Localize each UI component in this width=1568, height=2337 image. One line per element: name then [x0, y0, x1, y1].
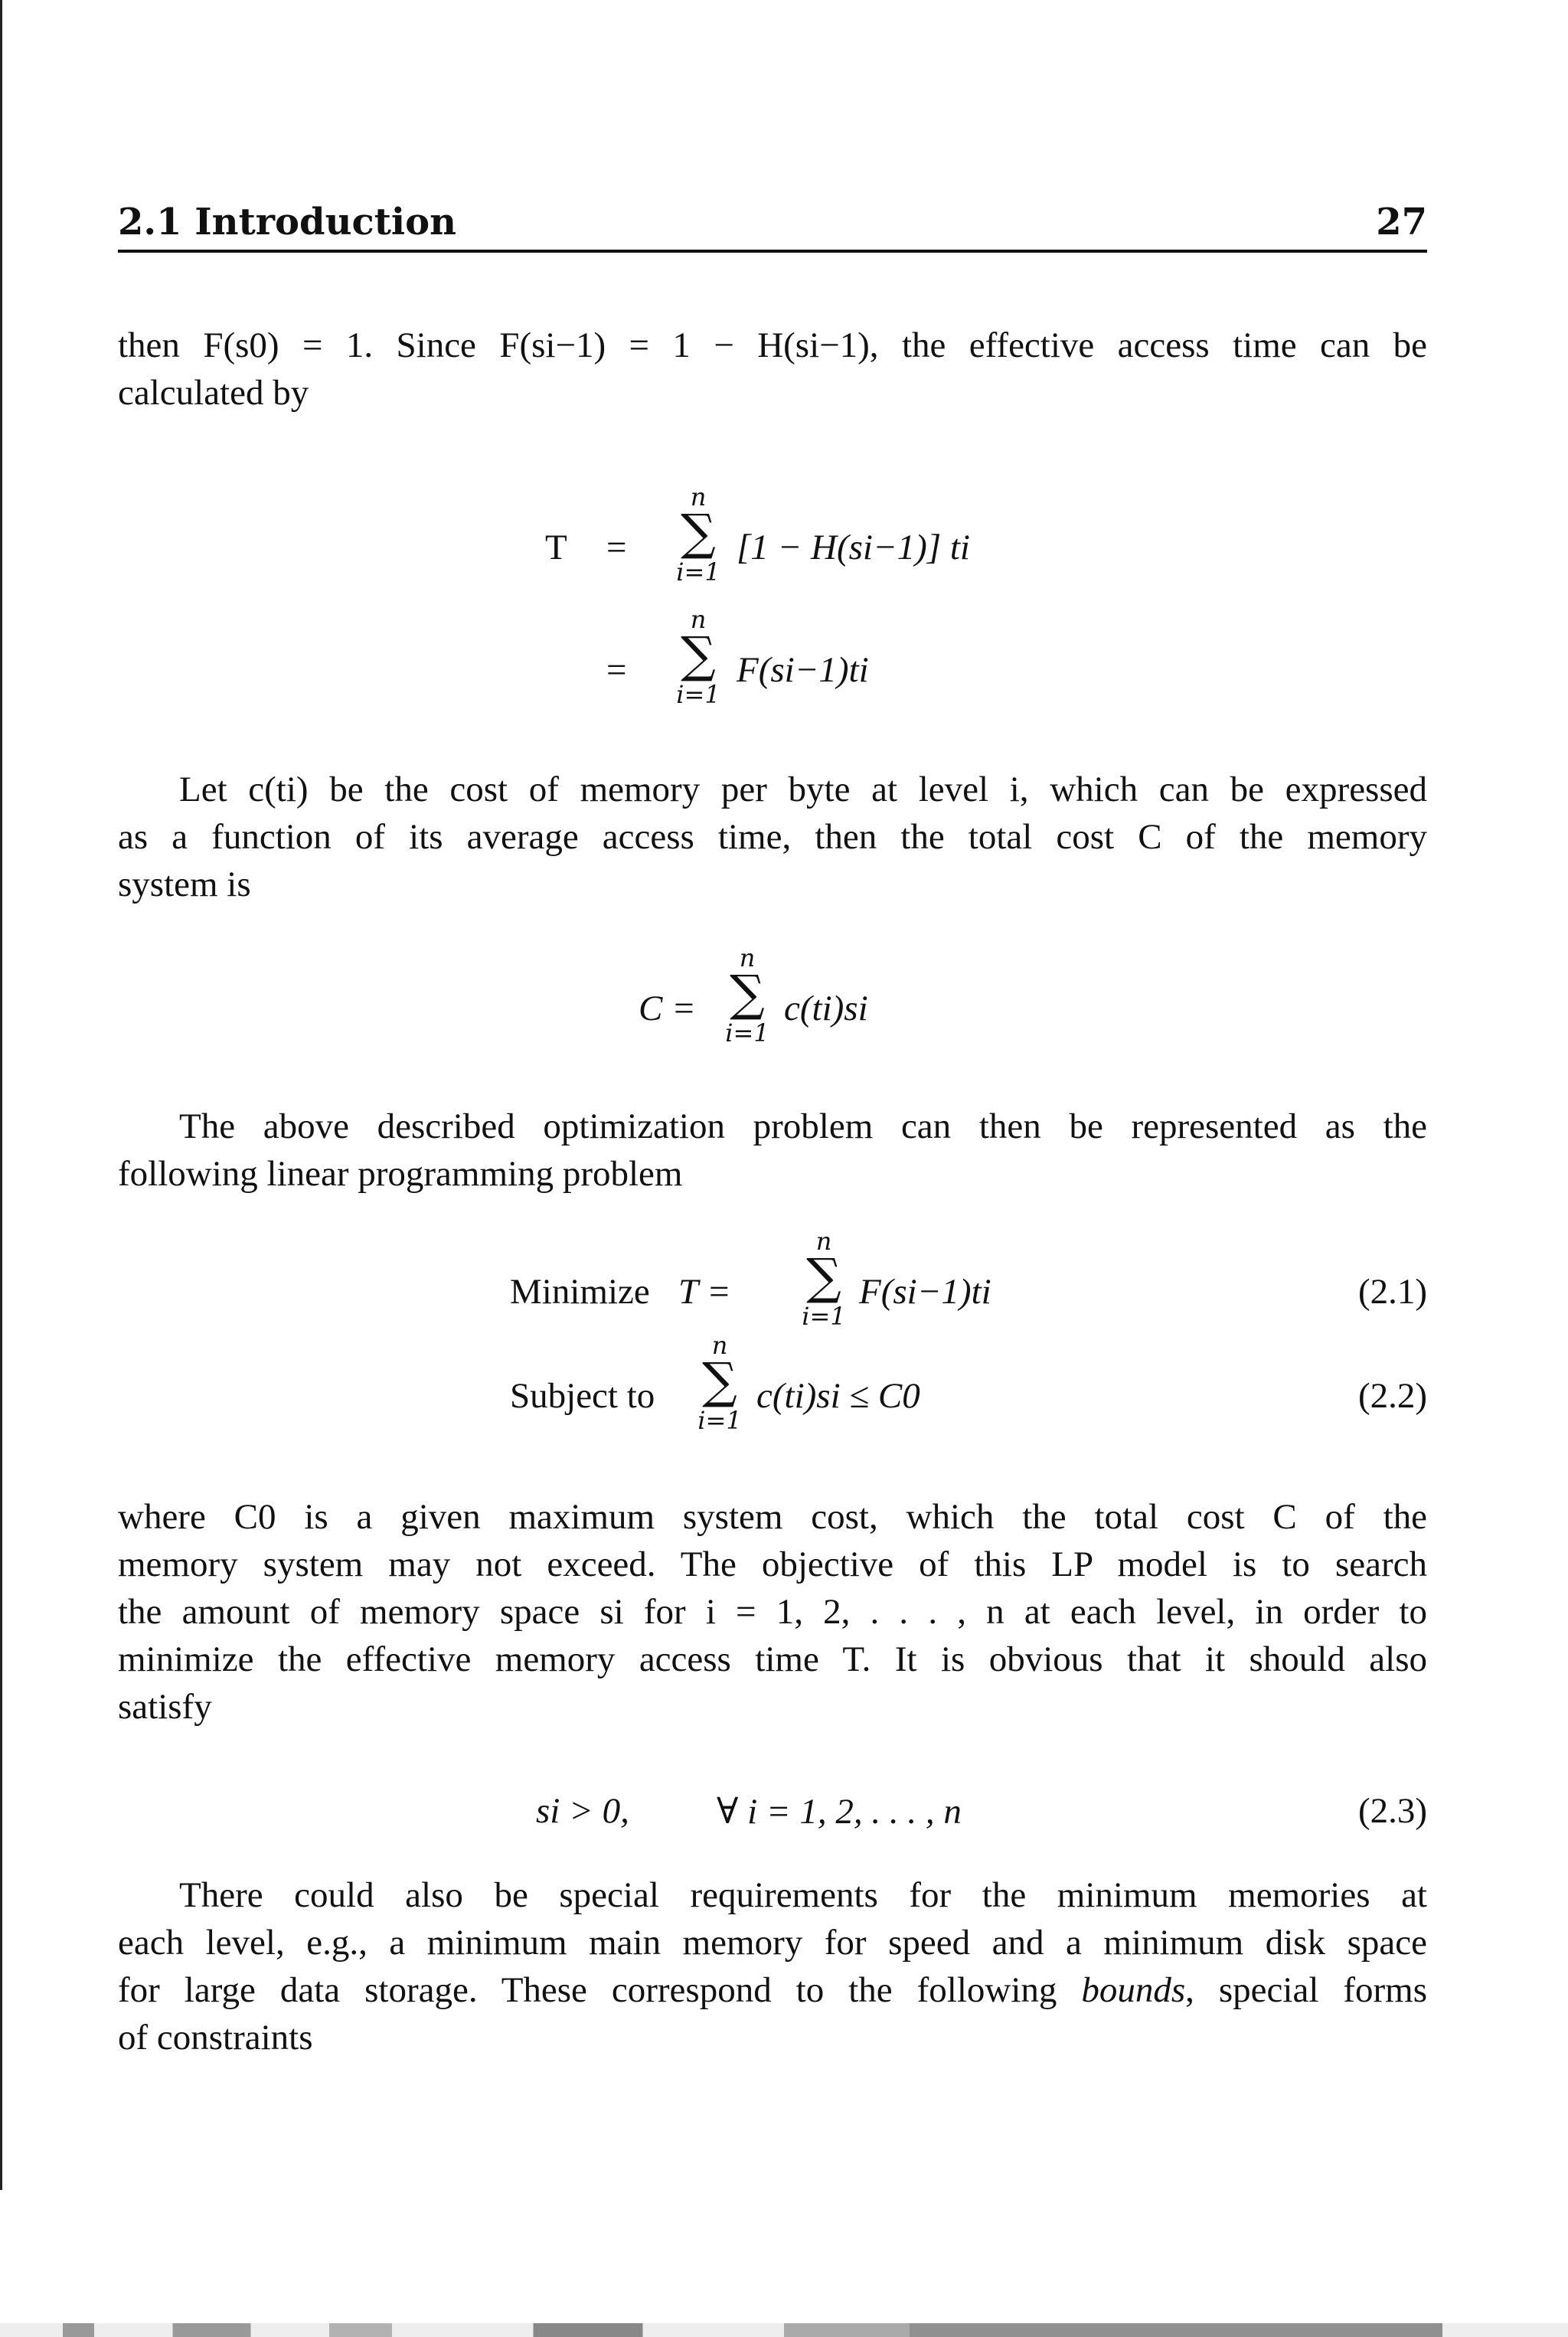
- p5-line3: [118, 1966, 1427, 2014]
- sum-upper: n: [739, 943, 756, 972]
- p1-line1: then F(s0) = 1. Since F(si−1) = 1 − H(si−1), the effective access time can be: [118, 325, 1427, 365]
- eq-T-body2: F(si−1)ti: [737, 650, 869, 690]
- paragraph-5: [118, 1871, 1427, 2061]
- paragraph-3: [118, 1103, 1427, 1198]
- eq-C-body: c(ti)si: [784, 989, 868, 1028]
- paragraph-2: [118, 766, 1427, 908]
- sigma-symbol: ∑: [702, 1353, 737, 1410]
- p4-line3: the amount of memory space si for i = 1, 2, . . . , n at each level, in order to: [118, 1592, 1427, 1632]
- sum-lower: i=1: [676, 557, 720, 587]
- page-number: 27: [1376, 201, 1427, 244]
- eq-2-2-body: c(ti)si ≤ C0: [756, 1376, 920, 1416]
- p5-line1: There could also be special requirements for the minimum memories at: [179, 1875, 1427, 1915]
- paragraph-1: [118, 322, 1427, 417]
- p2-line3: system is: [118, 865, 251, 904]
- sum-upper: n: [690, 605, 707, 634]
- sigma-symbol: ∑: [681, 627, 716, 684]
- eq-2-1-body: F(si−1)ti: [859, 1272, 991, 1312]
- p3-line1: The above described optimization problem can then be represented as the: [179, 1106, 1427, 1146]
- sum-upper: n: [711, 1331, 728, 1360]
- sum-lower: i=1: [697, 1406, 742, 1435]
- sigma-symbol: ∑: [730, 966, 765, 1022]
- eq-C-sum: [717, 943, 778, 1048]
- eq-number-2-1: (2.1): [1357, 1272, 1427, 1312]
- eq-number-2-2: (2.2): [1357, 1376, 1427, 1416]
- eq-T-rel2: =: [606, 650, 627, 690]
- sum-lower: i=1: [676, 680, 720, 709]
- eq-number-2-3: (2.3): [1357, 1791, 1427, 1831]
- sigma-symbol: ∑: [806, 1249, 841, 1306]
- eq-2-2-sum: [689, 1331, 750, 1435]
- paragraph-4: [118, 1493, 1427, 1731]
- p5-line2: each level, e.g., a minimum main memory for speed and a minimum disk space: [118, 1923, 1427, 1963]
- p4-line2: memory system may not exceed. The objective of this LP model is to search: [118, 1544, 1427, 1584]
- eq-T-lhs: T: [545, 528, 567, 567]
- eq-T-sum2: [668, 605, 729, 709]
- p3-line2: following linear programming problem: [118, 1154, 683, 1194]
- sum-upper: n: [815, 1227, 832, 1256]
- p4-line1: where C0 is a given maximum system cost, which the total cost C of the: [118, 1497, 1427, 1537]
- p4-line4: minimize the effective memory access time T. It is obvious that it should also: [118, 1639, 1427, 1679]
- section-title: 2.1 Introduction: [118, 201, 457, 244]
- p4-line5: satisfy: [118, 1687, 212, 1727]
- p2-line2: as a function of its average access time, then the total cost C of the memory: [118, 817, 1427, 857]
- eq-C-lhs: C =: [639, 989, 696, 1028]
- sum-lower: i=1: [802, 1302, 846, 1331]
- eq-T-body1: [1 − H(si−1)] ti: [737, 528, 970, 567]
- eq-T-sum1: [668, 482, 729, 587]
- p1-line2: calculated by: [118, 373, 309, 413]
- scan-bottom-edge: [0, 2323, 1568, 2337]
- p2-line1: Let c(ti) be the cost of memory per byte at level i, which can be expressed: [179, 770, 1427, 809]
- p5-line4: of constraints: [118, 2018, 313, 2058]
- sum-lower: i=1: [725, 1018, 769, 1048]
- eq-2-1-label: Minimize: [510, 1272, 650, 1312]
- eq-2-3-lhs: si > 0,: [536, 1791, 629, 1831]
- p5-line3-a: for large data storage. These correspond to the following: [118, 1970, 1082, 2010]
- running-header: [118, 201, 1427, 253]
- p5-line3-b: , special forms: [1185, 1970, 1427, 2010]
- p5-line3-emphasis: bounds: [1081, 1970, 1186, 2010]
- sigma-symbol: ∑: [681, 505, 716, 561]
- page-left-edge: [0, 0, 2, 2190]
- eq-T-rel1: =: [606, 528, 627, 567]
- eq-2-3-rhs: ∀ i = 1, 2, . . . , n: [717, 1792, 962, 1832]
- sum-upper: n: [690, 482, 707, 512]
- eq-2-2-label: Subject to: [510, 1376, 655, 1416]
- eq-2-1-sum: [793, 1227, 854, 1331]
- eq-2-1-lhs: T =: [678, 1272, 731, 1312]
